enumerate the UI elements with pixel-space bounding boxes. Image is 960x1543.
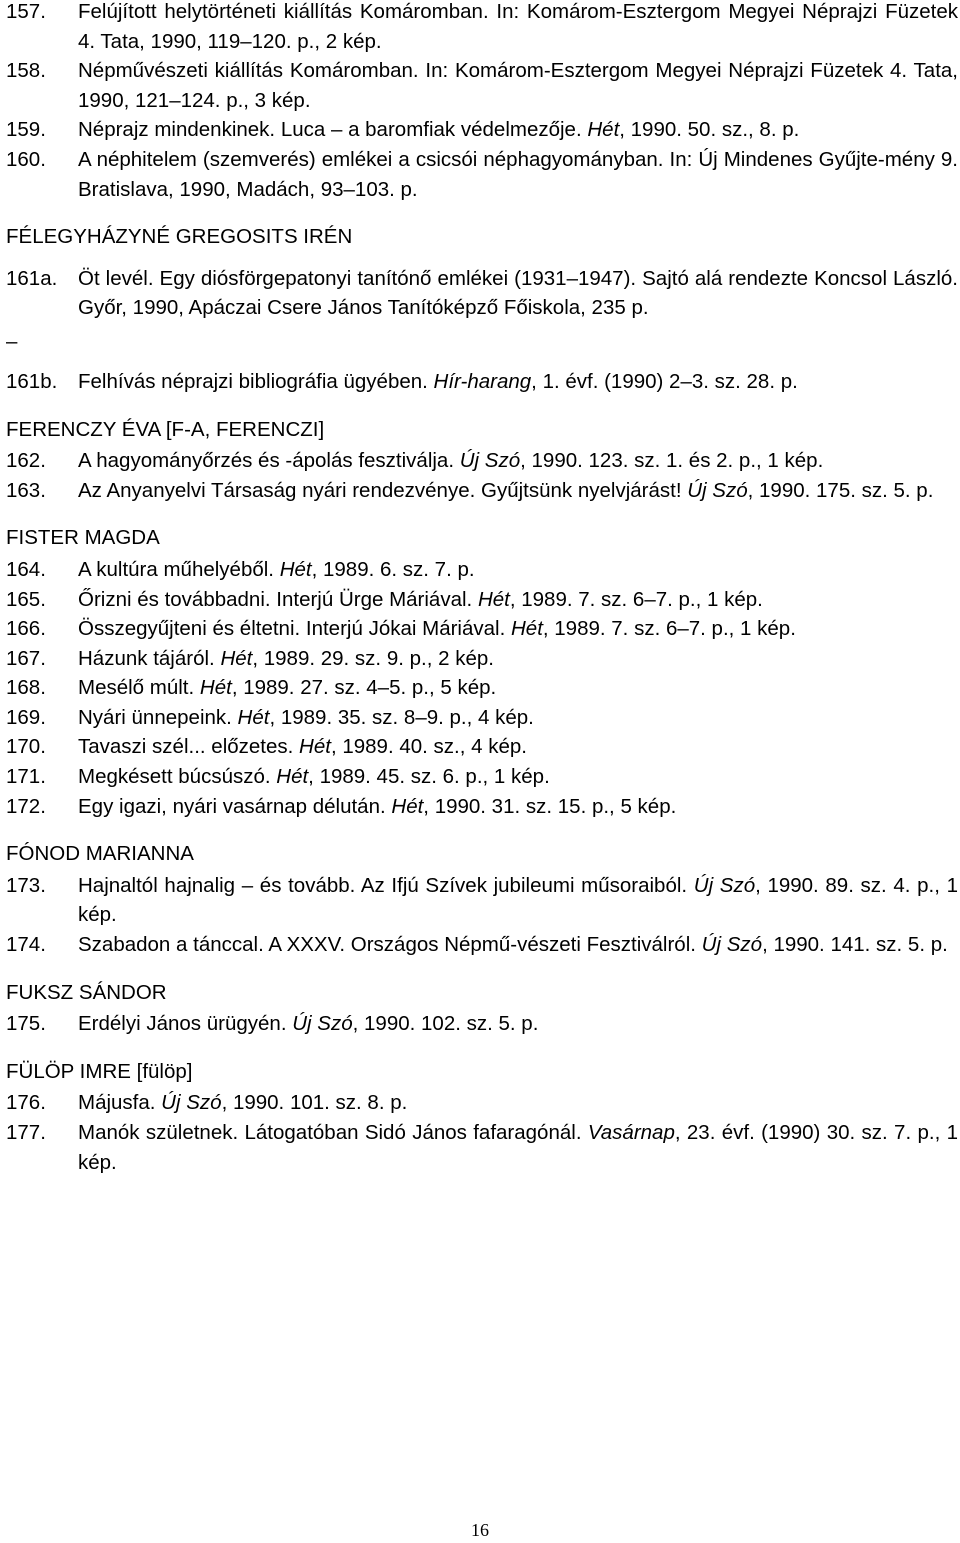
entry-number: 172. <box>6 794 46 818</box>
spacer <box>6 821 958 839</box>
author-heading: FUKSZ SÁNDOR <box>6 980 167 1004</box>
bibliography-entry <box>6 585 958 615</box>
periodical-title: Új Szó <box>459 449 521 473</box>
periodical-title: Új Szó <box>687 478 748 502</box>
entry-text-part: Nyári ünnepeink. <box>78 705 238 729</box>
bibliography-entry <box>6 614 958 644</box>
entry-text-part: Erdélyi János ürügyén. <box>78 1012 293 1036</box>
entry-text-part: , 1989. 40. sz., 4 kép. <box>330 735 527 759</box>
bibliography-entry <box>6 476 958 506</box>
bibliography-entry <box>6 367 958 397</box>
entry-number: 167. <box>6 646 46 670</box>
entry-text-part: , 1990. 101. sz. 8. p. <box>221 1091 408 1115</box>
spacer <box>6 204 958 222</box>
entry-number: 164. <box>6 557 46 581</box>
entry-number: 161a. <box>6 266 58 290</box>
entry-text-part: A néphitelem (szemverés) emlékei a csicsói néphagyományban. In: Új Mindenes Gyűjte-mény 9. Bratislava, 1990, Madách, 93–103. p. <box>78 147 958 201</box>
entry-number: 157. <box>6 0 46 23</box>
entry-text-part: , 1990. 31. sz. 15. p., 5 kép. <box>423 794 677 818</box>
entry-number: 160. <box>6 147 46 171</box>
bibliography-entry <box>6 673 958 703</box>
bibliography-entry <box>6 145 958 204</box>
entry-text-part: , 1990. 102. sz. 5. p. <box>352 1012 539 1036</box>
entry-text <box>78 1009 958 1039</box>
bibliography-entry <box>6 56 958 115</box>
spacer <box>6 397 958 415</box>
periodical-title: Hét <box>237 705 270 729</box>
entry-text-part: , 1989. 45. sz. 6. p., 1 kép. <box>308 765 550 789</box>
document-page <box>6 0 958 1177</box>
entry-text-part: , 1990. 89. sz. 4. p., 1 kép. <box>78 873 958 927</box>
entry-list <box>6 1009 958 1039</box>
entry-text-part: , 1989. 27. sz. 4–5. p., 5 kép. <box>231 676 497 700</box>
bibliography-entry <box>6 703 958 733</box>
entry-text-part: , 1990. 50. sz., 8. p. <box>619 118 800 142</box>
author-heading: FERENCZY ÉVA [F-A, FERENCZI] <box>6 417 325 441</box>
separator-dash: – <box>6 329 18 353</box>
periodical-title: Hét <box>391 794 424 818</box>
entry-text <box>78 115 958 145</box>
author-heading: FÉLEGYHÁZYNÉ GREGOSITS IRÉN <box>6 225 353 249</box>
author-heading: FÜLÖP IMRE [fülöp] <box>6 1059 193 1083</box>
entry-text <box>78 762 958 792</box>
entry-text-part: , 1989. 7. sz. 6–7. p., 1 kép. <box>509 587 763 611</box>
periodical-title: Hét <box>587 118 620 142</box>
entry-text-part: , 1989. 29. sz. 9. p., 2 kép. <box>252 646 494 670</box>
entry-text-part: Öt levél. Egy diósförgepatonyi tanítónő emlékei (1931–1947). Sajtó alá rendezte Koncsol László. Győr, 1990, Apáczai Csere János Tanítóképző Főiskola, 235 p. <box>78 266 958 320</box>
entry-number: 159. <box>6 118 46 142</box>
periodical-title: Hét <box>299 735 331 759</box>
entry-text <box>78 446 958 476</box>
bibliography-entry <box>6 1118 958 1177</box>
periodical-title: Hír-harang <box>433 369 532 393</box>
bibliography-entry <box>6 1009 958 1039</box>
entry-text <box>78 145 958 204</box>
entry-number: 174. <box>6 933 46 957</box>
entry-text-part: Szabadon a tánccal. A XXXV. Országos Népmű-vészeti Fesztiválról. <box>78 933 702 957</box>
entry-text-part: Házunk tájáról. <box>78 646 221 670</box>
entry-text-part: Felhívás néprajzi bibliográfia ügyében. <box>78 369 434 393</box>
entry-text <box>78 871 958 930</box>
periodical-title: Új Szó <box>701 933 763 957</box>
periodical-title: Új Szó <box>292 1012 353 1036</box>
bibliography-entry <box>6 792 958 822</box>
bibliography-entry <box>6 446 958 476</box>
entry-text-part: Megkésett búcsúszó. <box>78 765 277 789</box>
entry-text-part: , 1990. 175. sz. 5. p. <box>747 478 934 502</box>
entry-text-part: A hagyományőrzés és -ápolás fesztiválja. <box>78 449 460 473</box>
entry-text-part: Felújított helytörténeti kiállítás Komáromban. In: Komárom-Esztergom Megyei Néprajzi Füzetek 4. Tata, 1990, 119–120. p., 2 kép. <box>78 0 958 53</box>
entry-text-part: Néprajz mindenkinek. Luca – a baromfiak védelmezője. <box>78 118 588 142</box>
entry-number: 162. <box>6 449 46 473</box>
entry-number: 168. <box>6 676 46 700</box>
author-heading: FÓNOD MARIANNA <box>6 842 194 866</box>
page-number: 16 <box>471 1520 489 1540</box>
entry-list <box>6 1088 958 1177</box>
entry-text-part: Tavaszi szél... előzetes. <box>78 735 300 759</box>
periodical-title: Hét <box>220 646 253 670</box>
entry-text-part: , 23. évf. (1990) 30. sz. 7. p., 1 kép. <box>78 1121 959 1174</box>
entry-text <box>78 367 958 397</box>
entry-number: 163. <box>6 478 46 502</box>
entry-text <box>78 1118 958 1177</box>
entry-text <box>78 930 958 960</box>
entry-text-part: , 1990. 141. sz. 5. p. <box>762 933 948 957</box>
entry-number: 166. <box>6 617 46 641</box>
entry-number: 171. <box>6 765 46 789</box>
entry-text <box>78 644 958 674</box>
entry-list <box>6 264 958 323</box>
bibliography-entry <box>6 1088 958 1118</box>
entry-text <box>78 1088 958 1118</box>
entry-number: 158. <box>6 59 46 83</box>
bibliography-entry <box>6 115 958 145</box>
entry-list <box>6 555 958 821</box>
entry-text-part: Egy igazi, nyári vasárnap délután. <box>78 794 392 818</box>
bibliography-entry <box>6 762 958 792</box>
entry-text-part: , 1. évf. (1990) 2–3. sz. 28. p. <box>531 369 798 393</box>
bibliography-entry <box>6 555 958 585</box>
entry-number: 169. <box>6 705 46 729</box>
entry-text-part: Összegyűjteni és éltetni. Interjú Jókai Máriával. <box>78 617 511 641</box>
entry-number: 170. <box>6 735 46 759</box>
entry-list <box>6 446 958 505</box>
entry-text <box>78 264 958 323</box>
spacer <box>6 505 958 523</box>
entry-text <box>78 792 958 822</box>
entry-text-part: Manók születnek. Látogatóban Sidó János fafaragónál. <box>78 1121 588 1144</box>
spacer <box>6 1039 958 1057</box>
entry-text <box>78 585 958 615</box>
entry-list <box>6 367 958 397</box>
periodical-title: Új Szó <box>161 1091 222 1115</box>
entry-text-part: A kultúra műhelyéből. <box>78 557 280 581</box>
entry-text <box>78 614 958 644</box>
entry-list <box>6 0 958 204</box>
periodical-title: Új Szó <box>693 873 756 897</box>
periodical-title: Vasárnap <box>587 1121 675 1144</box>
entry-text <box>78 673 958 703</box>
entry-text-part: , 1989. 6. sz. 7. p. <box>311 557 475 581</box>
bibliography-entry <box>6 930 958 960</box>
bibliography-entry <box>6 644 958 674</box>
bibliography-entry <box>6 732 958 762</box>
entry-text-part: Népművészeti kiállítás Komáromban. In: Komárom-Esztergom Megyei Néprajzi Füzetek 4. Tata, 1990, 121–124. p., 3 kép. <box>78 59 958 112</box>
entry-text <box>78 732 958 762</box>
entry-number: 177. <box>6 1121 46 1144</box>
entry-text-part: , 1989. 7. sz. 6–7. p., 1 kép. <box>542 617 796 641</box>
author-heading: FISTER MAGDA <box>6 526 160 550</box>
periodical-title: Hét <box>199 676 232 700</box>
entry-text-part: Őrizni és továbbadni. Interjú Ürge Máriával. <box>78 587 478 611</box>
bibliography-entry <box>6 871 958 930</box>
entry-text-part: Az Anyanyelvi Társaság nyári rendezvénye. Gyűjtsünk nyelvjárást! <box>78 478 688 502</box>
spacer <box>6 960 958 978</box>
entry-text-part: Mesélő múlt. <box>78 676 200 700</box>
periodical-title: Hét <box>510 617 543 641</box>
bibliography-entry <box>6 264 958 323</box>
entry-text <box>78 703 958 733</box>
entry-number: 161b. <box>6 369 58 393</box>
entry-text-part: Hajnaltól hajnalig – és tovább. Az Ifjú Szívek jubileumi műsoraiból. <box>78 873 694 897</box>
periodical-title: Hét <box>279 557 312 581</box>
entry-text-part: , 1990. 123. sz. 1. és 2. p., 1 kép. <box>520 449 824 473</box>
entry-text <box>78 476 958 506</box>
entry-number: 165. <box>6 587 46 611</box>
entry-text <box>78 0 958 56</box>
entry-text-part: , 1989. 35. sz. 8–9. p., 4 kép. <box>269 705 534 729</box>
entry-number: 175. <box>6 1012 46 1036</box>
entry-text <box>78 56 958 115</box>
bibliography-entry <box>6 0 958 56</box>
entry-text <box>78 555 958 585</box>
periodical-title: Hét <box>477 587 510 611</box>
entry-number: 176. <box>6 1091 46 1115</box>
entry-text-part: Májusfa. <box>78 1091 162 1115</box>
periodical-title: Hét <box>276 765 309 789</box>
entry-number: 173. <box>6 873 46 897</box>
entry-list <box>6 871 958 960</box>
